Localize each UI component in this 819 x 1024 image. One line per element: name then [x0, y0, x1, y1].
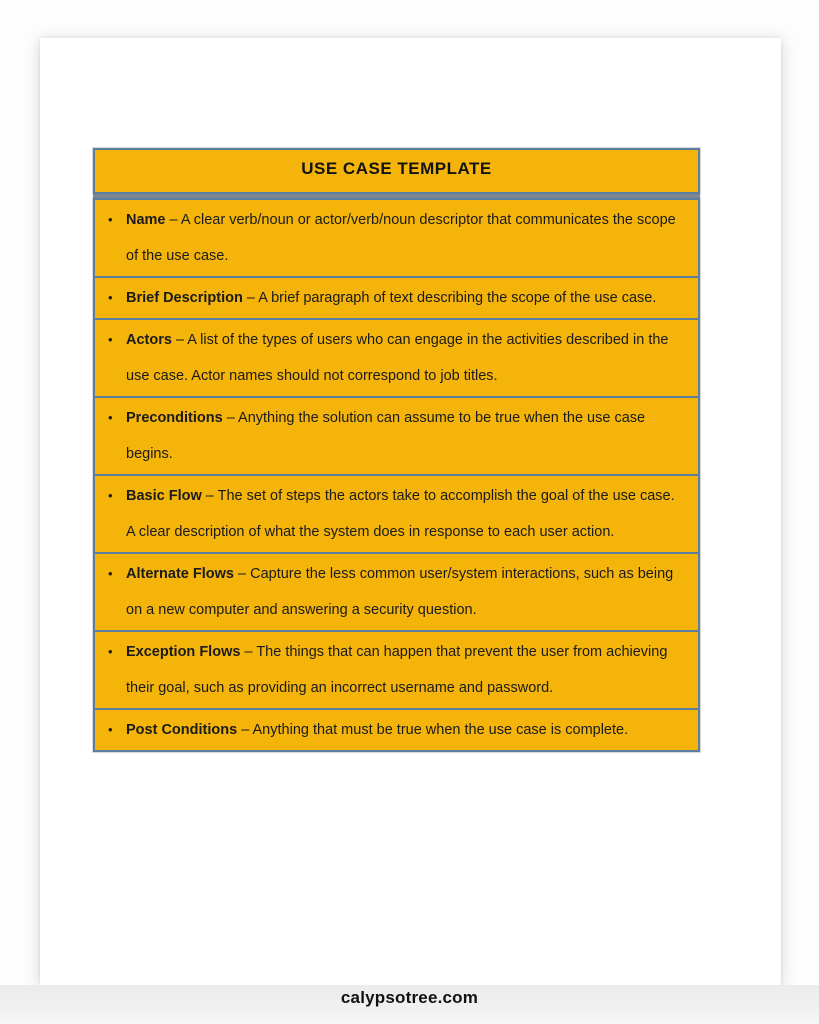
row-term: Exception Flows [126, 644, 241, 660]
row-separator: – [175, 332, 185, 348]
row-description: Anything that must be true when the use case is complete. [252, 722, 629, 738]
row-term: Actors [126, 332, 172, 348]
footer [0, 985, 819, 1024]
bullet-icon: • [108, 410, 113, 425]
row-term: Post Conditions [126, 722, 238, 738]
table-header [93, 148, 700, 194]
row-description: The things that can happen that prevent the user from achieving their goal, such as providing an incorrect username and password. [126, 644, 668, 696]
use-case-table [93, 148, 700, 752]
row-term: Preconditions [126, 410, 223, 426]
row-separator: – [238, 566, 247, 582]
table-row [95, 552, 698, 630]
row-separator: – [226, 410, 235, 426]
row-description: A brief paragraph of text describing the scope of the use case. [258, 290, 657, 306]
bullet-icon: • [108, 488, 113, 503]
bullet-icon: • [108, 332, 113, 347]
row-term: Basic Flow [126, 488, 202, 504]
row-separator: – [205, 488, 214, 504]
row-description: A clear verb/noun or actor/verb/noun descriptor that communicates the scope of the use case. [126, 212, 676, 264]
page-title: USE CASE TEMPLATE [301, 159, 492, 178]
table-row [95, 630, 698, 708]
row-separator: – [241, 722, 250, 738]
row-description: A list of the types of users who can engage in the activities described in the use case. Actor names should not correspond to job titles. [126, 332, 669, 384]
row-description: Anything the solution can assume to be true when the use case begins. [126, 410, 646, 462]
document-paper [40, 38, 781, 985]
table-row [95, 200, 698, 276]
table-body [93, 198, 700, 752]
row-separator: – [244, 644, 253, 660]
bullet-icon: • [108, 566, 113, 581]
table-row [95, 708, 698, 750]
table-row [95, 318, 698, 396]
bullet-icon: • [108, 722, 113, 737]
table-row [95, 474, 698, 552]
row-term: Brief Description [126, 290, 243, 306]
row-description: Capture the less common user/system interactions, such as being on a new computer and answering a security question. [126, 566, 674, 618]
row-term: Name [126, 212, 166, 228]
bullet-icon: • [108, 290, 113, 305]
row-separator: – [169, 212, 178, 228]
bullet-icon: • [108, 644, 113, 659]
table-row [95, 276, 698, 318]
table-row [95, 396, 698, 474]
row-description: The set of steps the actors take to accomplish the goal of the use case. A clear description of what the system does in response to each user action. [126, 488, 675, 540]
row-term: Alternate Flows [126, 566, 234, 582]
row-separator: – [246, 290, 255, 306]
footer-site-text: calypsotree.com [340, 988, 479, 1007]
bullet-icon: • [108, 212, 113, 227]
